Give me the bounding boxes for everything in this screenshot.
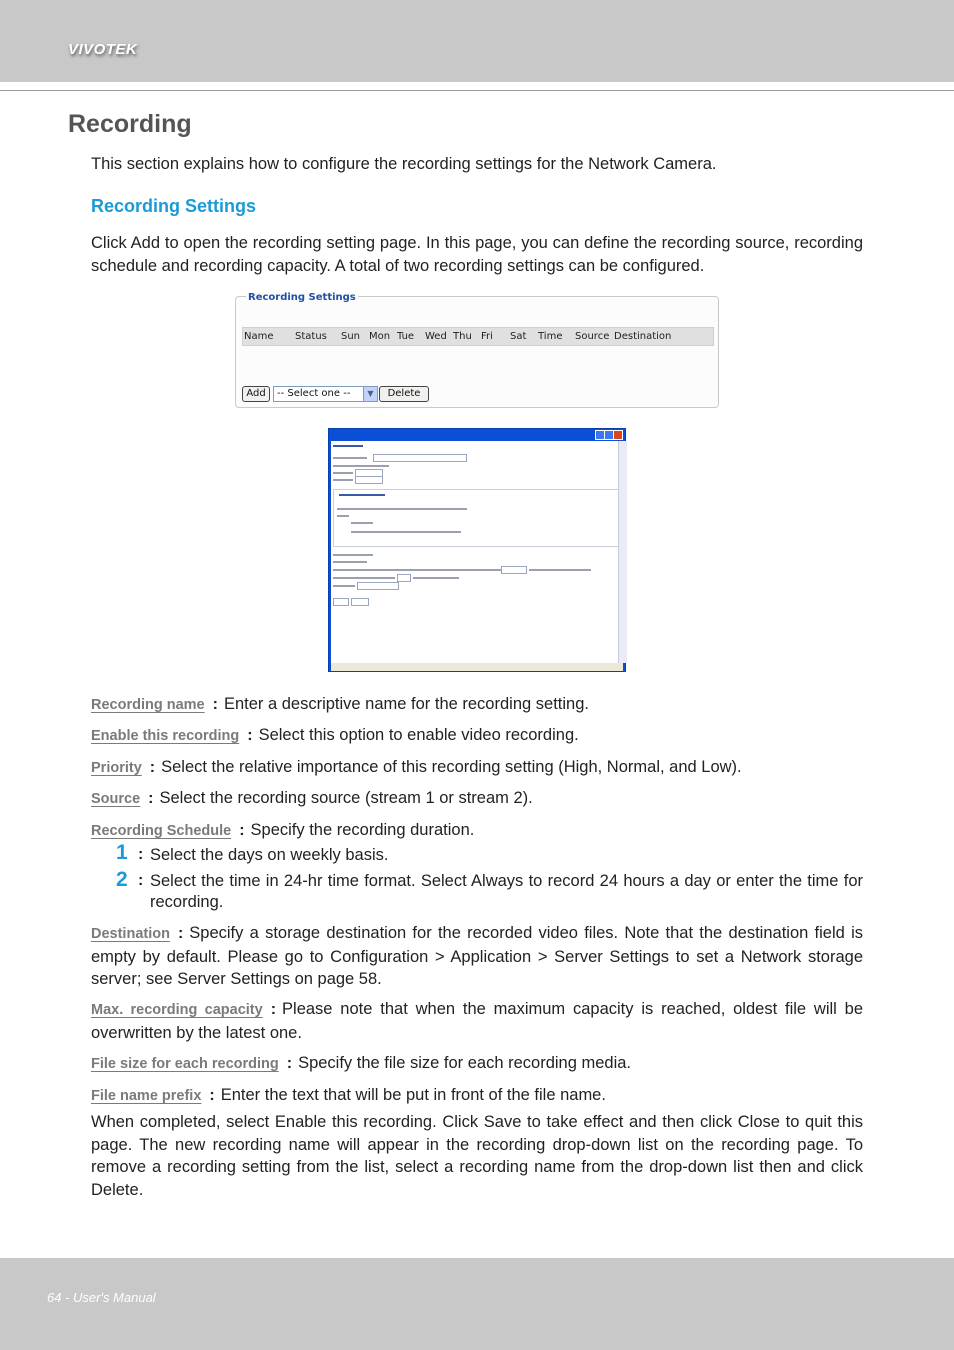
window-status-bar bbox=[331, 663, 623, 671]
delete-button[interactable]: Delete bbox=[379, 386, 429, 402]
header-divider bbox=[0, 90, 954, 91]
schedule-box bbox=[333, 489, 619, 547]
term-colon: : bbox=[247, 727, 253, 744]
term-label: Priority bbox=[91, 760, 142, 776]
form-field bbox=[357, 582, 399, 590]
term-label: Source bbox=[91, 791, 141, 807]
form-line bbox=[351, 522, 373, 524]
page-number: 64 - User's Manual bbox=[47, 1290, 156, 1305]
term-label: Max. recording capacity bbox=[91, 1002, 263, 1018]
term-enable-recording bbox=[91, 724, 863, 748]
form-line bbox=[413, 577, 459, 579]
schedule-heading-line bbox=[339, 494, 385, 496]
term-text: Enter the text that will be put in front of the file name. bbox=[220, 1086, 606, 1104]
term-colon: : bbox=[212, 696, 218, 713]
form-line bbox=[333, 554, 373, 556]
window-body bbox=[331, 441, 619, 663]
recording-select[interactable] bbox=[273, 386, 378, 402]
term-recording-schedule bbox=[91, 819, 863, 843]
column-header: Destination bbox=[614, 331, 672, 342]
step-colon: : bbox=[138, 846, 144, 863]
form-line bbox=[333, 561, 367, 563]
form-line bbox=[333, 465, 389, 467]
term-colon: : bbox=[286, 1055, 293, 1072]
step-number: 2 bbox=[116, 868, 128, 891]
save-button-thumb bbox=[333, 598, 349, 606]
brand-logo: VIVOTEK bbox=[68, 41, 138, 58]
term-text: Select the recording source (stream 1 or stream 2). bbox=[159, 789, 533, 807]
window-scrollbar bbox=[618, 441, 627, 663]
term-text: Specify the file size for each recording media. bbox=[298, 1054, 631, 1072]
term-colon: : bbox=[239, 822, 245, 839]
column-header: Sat bbox=[510, 331, 527, 342]
column-header: Tue bbox=[397, 331, 415, 342]
step-text: Select the time in 24-hr time format. Select Always to record 24 hours a day or enter the time for recording. bbox=[150, 872, 863, 911]
form-line bbox=[333, 585, 355, 587]
term-text: Enter a descriptive name for the recording setting. bbox=[223, 695, 589, 713]
column-header: Status bbox=[295, 331, 327, 342]
term-label: Destination bbox=[91, 926, 170, 942]
term-colon: : bbox=[149, 759, 156, 776]
term-priority bbox=[91, 756, 863, 780]
term-label: File size for each recording bbox=[91, 1056, 279, 1072]
form-line bbox=[351, 531, 461, 533]
column-header: Source bbox=[575, 331, 610, 342]
column-header: Thu bbox=[453, 331, 472, 342]
window-heading-line bbox=[333, 445, 363, 447]
term-file-size bbox=[91, 1052, 863, 1076]
form-line bbox=[529, 569, 591, 571]
term-label: Recording name bbox=[91, 697, 205, 713]
term-text: Please note that when the maximum capacity is reached, oldest file will be overwritten by the latest one. bbox=[91, 1000, 864, 1042]
closing-paragraph: When completed, select Enable this recording. Click Save to take effect and then click Close to quit this page. The new recording name will appear in the recording drop-down list on the recording page. To remove a recording setting from the list, select a recording name from the drop-down list then and click Delete. bbox=[91, 1113, 863, 1199]
form-line bbox=[333, 472, 353, 474]
term-recording-name bbox=[91, 693, 863, 717]
term-colon: : bbox=[148, 790, 154, 807]
select-value: -- Select one -- bbox=[277, 388, 351, 399]
panel-legend: Recording Settings bbox=[248, 292, 356, 303]
recording-settings-panel bbox=[235, 292, 719, 408]
window-controls bbox=[595, 430, 623, 439]
form-line bbox=[333, 569, 503, 571]
section-paragraph: Click Add to open the recording setting page. In this page, you can define the recording source, recording schedule and recording capacity. A total of two recording settings can be configured. bbox=[91, 234, 863, 275]
step-text: Select the days on weekly basis. bbox=[150, 846, 389, 864]
form-line bbox=[333, 457, 367, 459]
section-heading: Recording Settings bbox=[91, 196, 257, 216]
form-field bbox=[373, 454, 467, 462]
page-title: Recording bbox=[68, 110, 192, 138]
page-header bbox=[0, 0, 954, 82]
term-label: File name prefix bbox=[91, 1088, 202, 1104]
recording-settings-window-screenshot bbox=[328, 428, 626, 672]
chevron-down-icon[interactable]: ▼ bbox=[363, 387, 377, 401]
form-field bbox=[501, 566, 527, 574]
form-line bbox=[333, 577, 395, 579]
column-header: Name bbox=[244, 331, 274, 342]
term-source bbox=[91, 787, 863, 811]
term-colon: : bbox=[270, 1001, 277, 1018]
term-text: Select the relative importance of this recording setting (High, Normal, and Low). bbox=[161, 758, 742, 776]
term-colon: : bbox=[177, 925, 184, 942]
form-line bbox=[333, 479, 353, 481]
column-header: Sun bbox=[341, 331, 361, 342]
term-text: Specify a storage destination for the recorded video files. Note that the destination field is empty by default. Please go to Configuration > Application > Server Settings to set a Network storage server; see Server Settings on page 58. bbox=[91, 924, 863, 988]
form-line bbox=[337, 508, 467, 510]
term-destination bbox=[91, 922, 863, 991]
term-colon: : bbox=[209, 1087, 215, 1104]
close-icon bbox=[613, 430, 623, 440]
form-field bbox=[355, 476, 383, 484]
term-max-recording-capacity bbox=[91, 998, 863, 1044]
add-button[interactable]: Add bbox=[242, 386, 270, 402]
close-button-thumb bbox=[351, 598, 369, 606]
term-file-name-prefix bbox=[91, 1084, 863, 1108]
column-header: Wed bbox=[425, 331, 447, 342]
term-label: Recording Schedule bbox=[91, 823, 232, 839]
term-text: Select this option to enable video recording. bbox=[258, 726, 579, 744]
column-header: Mon bbox=[369, 331, 391, 342]
intro-text: This section explains how to configure the recording settings for the Network Camera. bbox=[91, 155, 717, 173]
step-colon: : bbox=[138, 872, 144, 889]
settings-table-header bbox=[242, 327, 714, 346]
form-field bbox=[397, 574, 411, 582]
step-number: 1 bbox=[116, 841, 128, 864]
form-line bbox=[337, 515, 349, 517]
column-header: Time bbox=[538, 331, 563, 342]
term-label: Enable this recording bbox=[91, 728, 240, 744]
term-text: Specify the recording duration. bbox=[250, 821, 475, 839]
column-header: Fri bbox=[481, 331, 493, 342]
